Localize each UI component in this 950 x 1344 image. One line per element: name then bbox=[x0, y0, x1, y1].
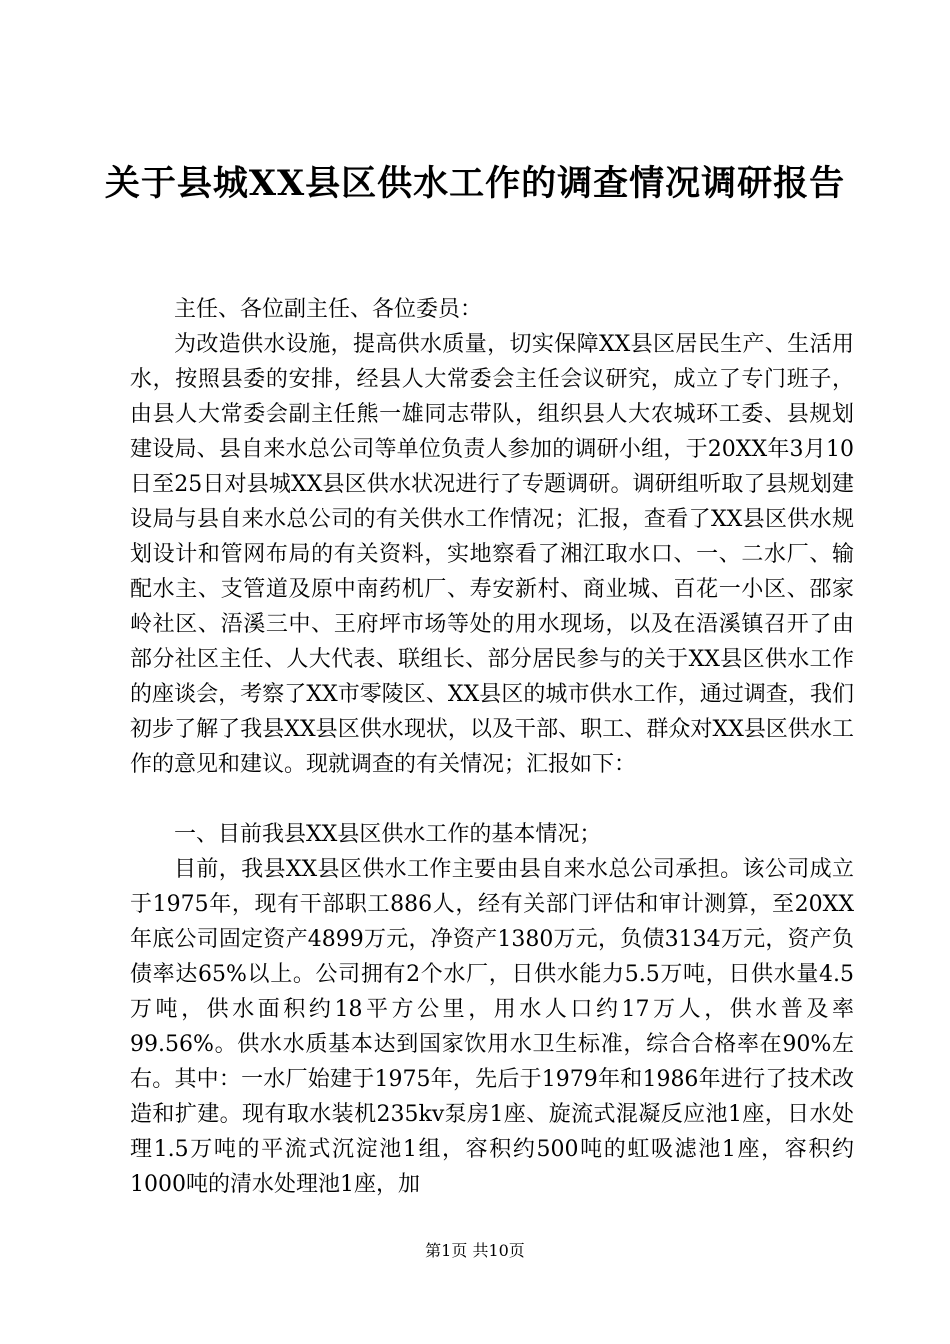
paragraph-intro: 为改造供水设施，提高供水质量，切实保障XX县区居民生产、生活用水，按照县委的安排，经县人大常委会主任会议研究，成立了专门班子，由县人大常委会副主任熊一雄同志带队，组织县人大农城环工委、县规划建设局、县自来水总公司等单位负责人参加的调研小组，于20XX年3月10日至25日对县城XX县区供水状况进行了专题调研。调研组听取了县规划建设局与县自来水总公司的有关供水工作情况；汇报，查看了XX县区供水规划设计和管网布局的有关资料，实地察看了湘江取水口、一、二水厂、输配水主、支管道及原中南药机厂、寿安新村、商业城、百花一小区、邵家岭社区、浯溪三中、王府坪市场等处的用水现场，以及在浯溪镇召开了由部分社区主任、人大代表、联组长、部分居民参与的关于XX县区供水工作的座谈会，考察了XX市零陵区、XX县区的城市供水工作，通过调查，我们初步了解了我县XX县区供水现状，以及干部、职工、群众对XX县区供水工作的意见和建议。现就调查的有关情况；汇报如下： bbox=[130, 332, 854, 777]
document-title: 关于县城XX县区供水工作的调查情况调研报告 bbox=[104, 163, 846, 204]
section-heading: 一、目前我县XX县区供水工作的基本情况； bbox=[174, 822, 602, 847]
paragraph-basic-situation: 目前，我县XX县区供水工作主要由县自来水总公司承担。该公司成立于1975年，现有干部职工886人，经有关部门评估和审计测算，至20XX年底公司固定资产4899万元，净资产1380万元，负债3134万元，资产负债率达65%以上。公司拥有2个水厂，日供水能力5.5万吨，日供水量4.5万吨，供水面积约18平方公里，用水人口约17万人，供水普及率99.56%。供水水质基本达到国家饮用水卫生标准，综合合格率在90%左右。其中：一水厂始建于1975年，先后于1979年和1986年进行了技术改造和扩建。现有取水装机235kv泵房1座、旋流式混凝反应池1座，日水处理1.5万吨的平流式沉淀池1组，容积约500吨的虹吸滤池1座，容积约1000吨的清水处理池1座，加 bbox=[130, 857, 854, 1197]
document-body bbox=[130, 292, 854, 1202]
page-footer: 第1页 共10页 bbox=[425, 1241, 525, 1260]
salutation: 主任、各位副主任、各位委员： bbox=[174, 297, 483, 322]
